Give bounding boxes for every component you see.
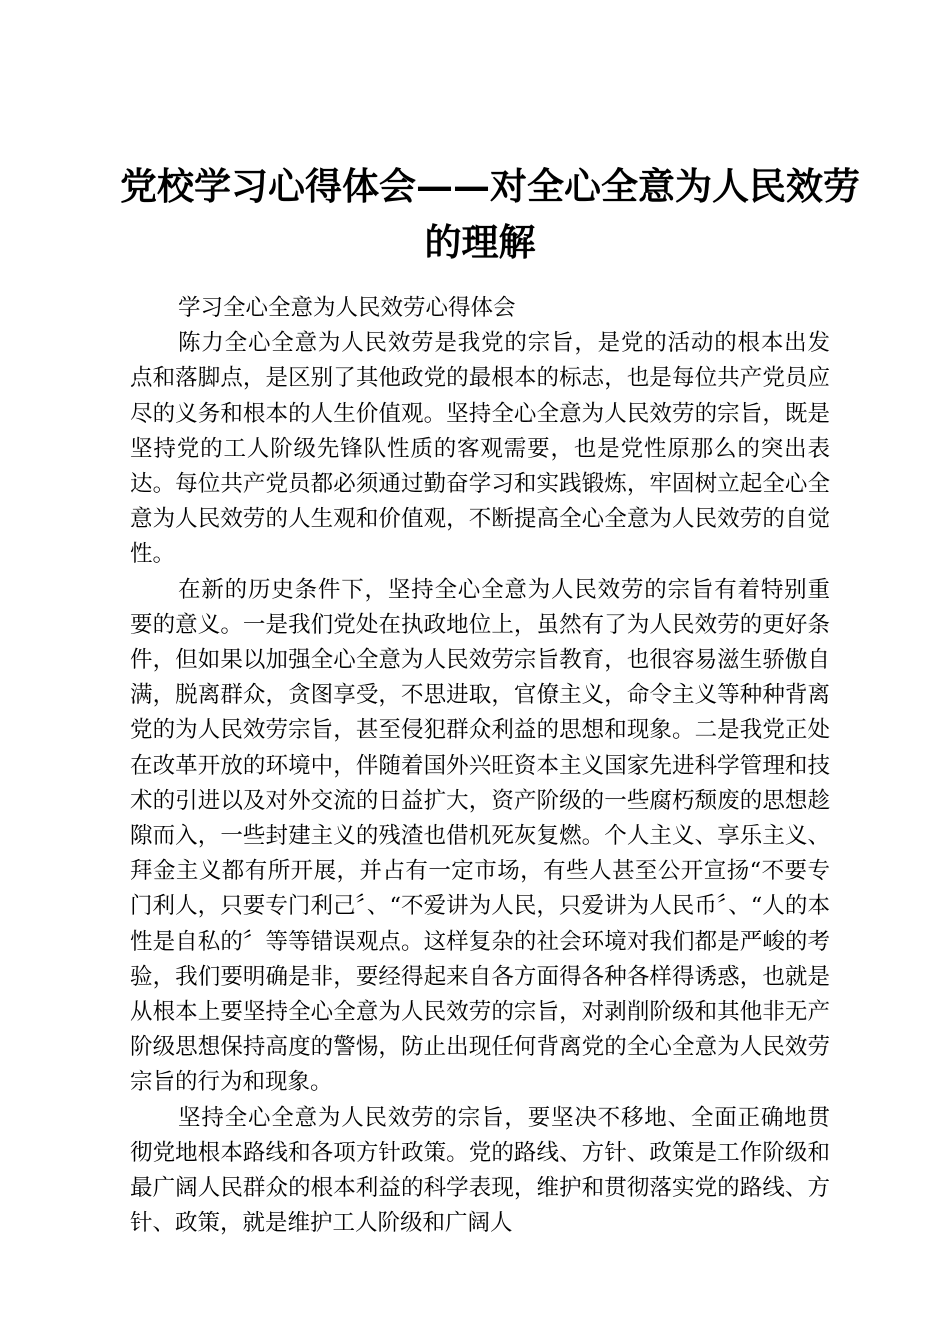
paragraph: 坚持全心全意为人民效劳的宗旨，要坚决不移地、全面正确地贯彻党地根本路线和各项方针政策。党的路线、方针、政策是工作阶级和最广阔人民群众的根本利益的科学表现，维护和贯彻落实党的路线、方针、政策，就是维护工人阶级和广阔人 [130, 1104, 830, 1237]
paragraph: 陈力全心全意为人民效劳是我党的宗旨，是党的活动的根本出发点和落脚点，是区别了其他政党的最根本的标志，也是每位共产党员应尽的义务和根本的人生价值观。坚持全心全意为人民效劳的宗旨，既是坚持党的工人阶级先锋队性质的客观需要，也是党性原那么的突出表达。每位共产党员都必须通过勤奋学习和实践锻炼，牢固树立起全心全意为人民效劳的人生观和价值观，不断提高全心全意为人民效劳的自觉性。 [130, 330, 830, 568]
title-line-1: 党校学习心得体会——对全心全意为人民效劳 [120, 164, 860, 208]
paragraph: 在新的历史条件下，坚持全心全意为人民效劳的宗旨有着特别重要的意义。一是我们党处在执政地位上，虽然有了为人民效劳的更好条件，但如果以加强全心全意为人民效劳宗旨教育，也很容易滋生骄傲自满，脱离群众，贪图享受，不思进取，官僚主义，命令主义等种种背离党的为人民效劳宗旨，甚至侵犯群众利益的思想和现象。二是我党正处在改革开放的环境中，伴随着国外兴旺资本主义国家先进科学管理和技术的引进以及对外交流的日益扩大，资产阶级的一些腐朽颓废的思想趁隙而入，一些封建主义的残渣也借机死灰复燃。个人主义、享乐主义、拜金主义都有所开展，并占有一定市场，有些人甚至公开宣扬“不要专门利人，只要专门利己〞、“不爱讲为人民，只爱讲为人民币〞、“人的本性是自私的〞等等错误观点。这样复杂的社会环境对我们都是严峻的考验，我们要明确是非，要经得起来自各方面得各种各样得诱惑，也就是从根本上要坚持全心全意为人民效劳的宗旨，对剥削阶级和其他非无产阶级思想保持高度的警惕，防止出现任何背离党的全心全意为人民效劳宗旨的行为和现象。 [130, 576, 830, 1096]
title-line-2: 的理解 [424, 220, 536, 264]
subtitle-paragraph: 学习全心全意为人民效劳心得体会 [178, 295, 516, 321]
document-title [120, 158, 860, 270]
document-body [130, 291, 830, 1241]
